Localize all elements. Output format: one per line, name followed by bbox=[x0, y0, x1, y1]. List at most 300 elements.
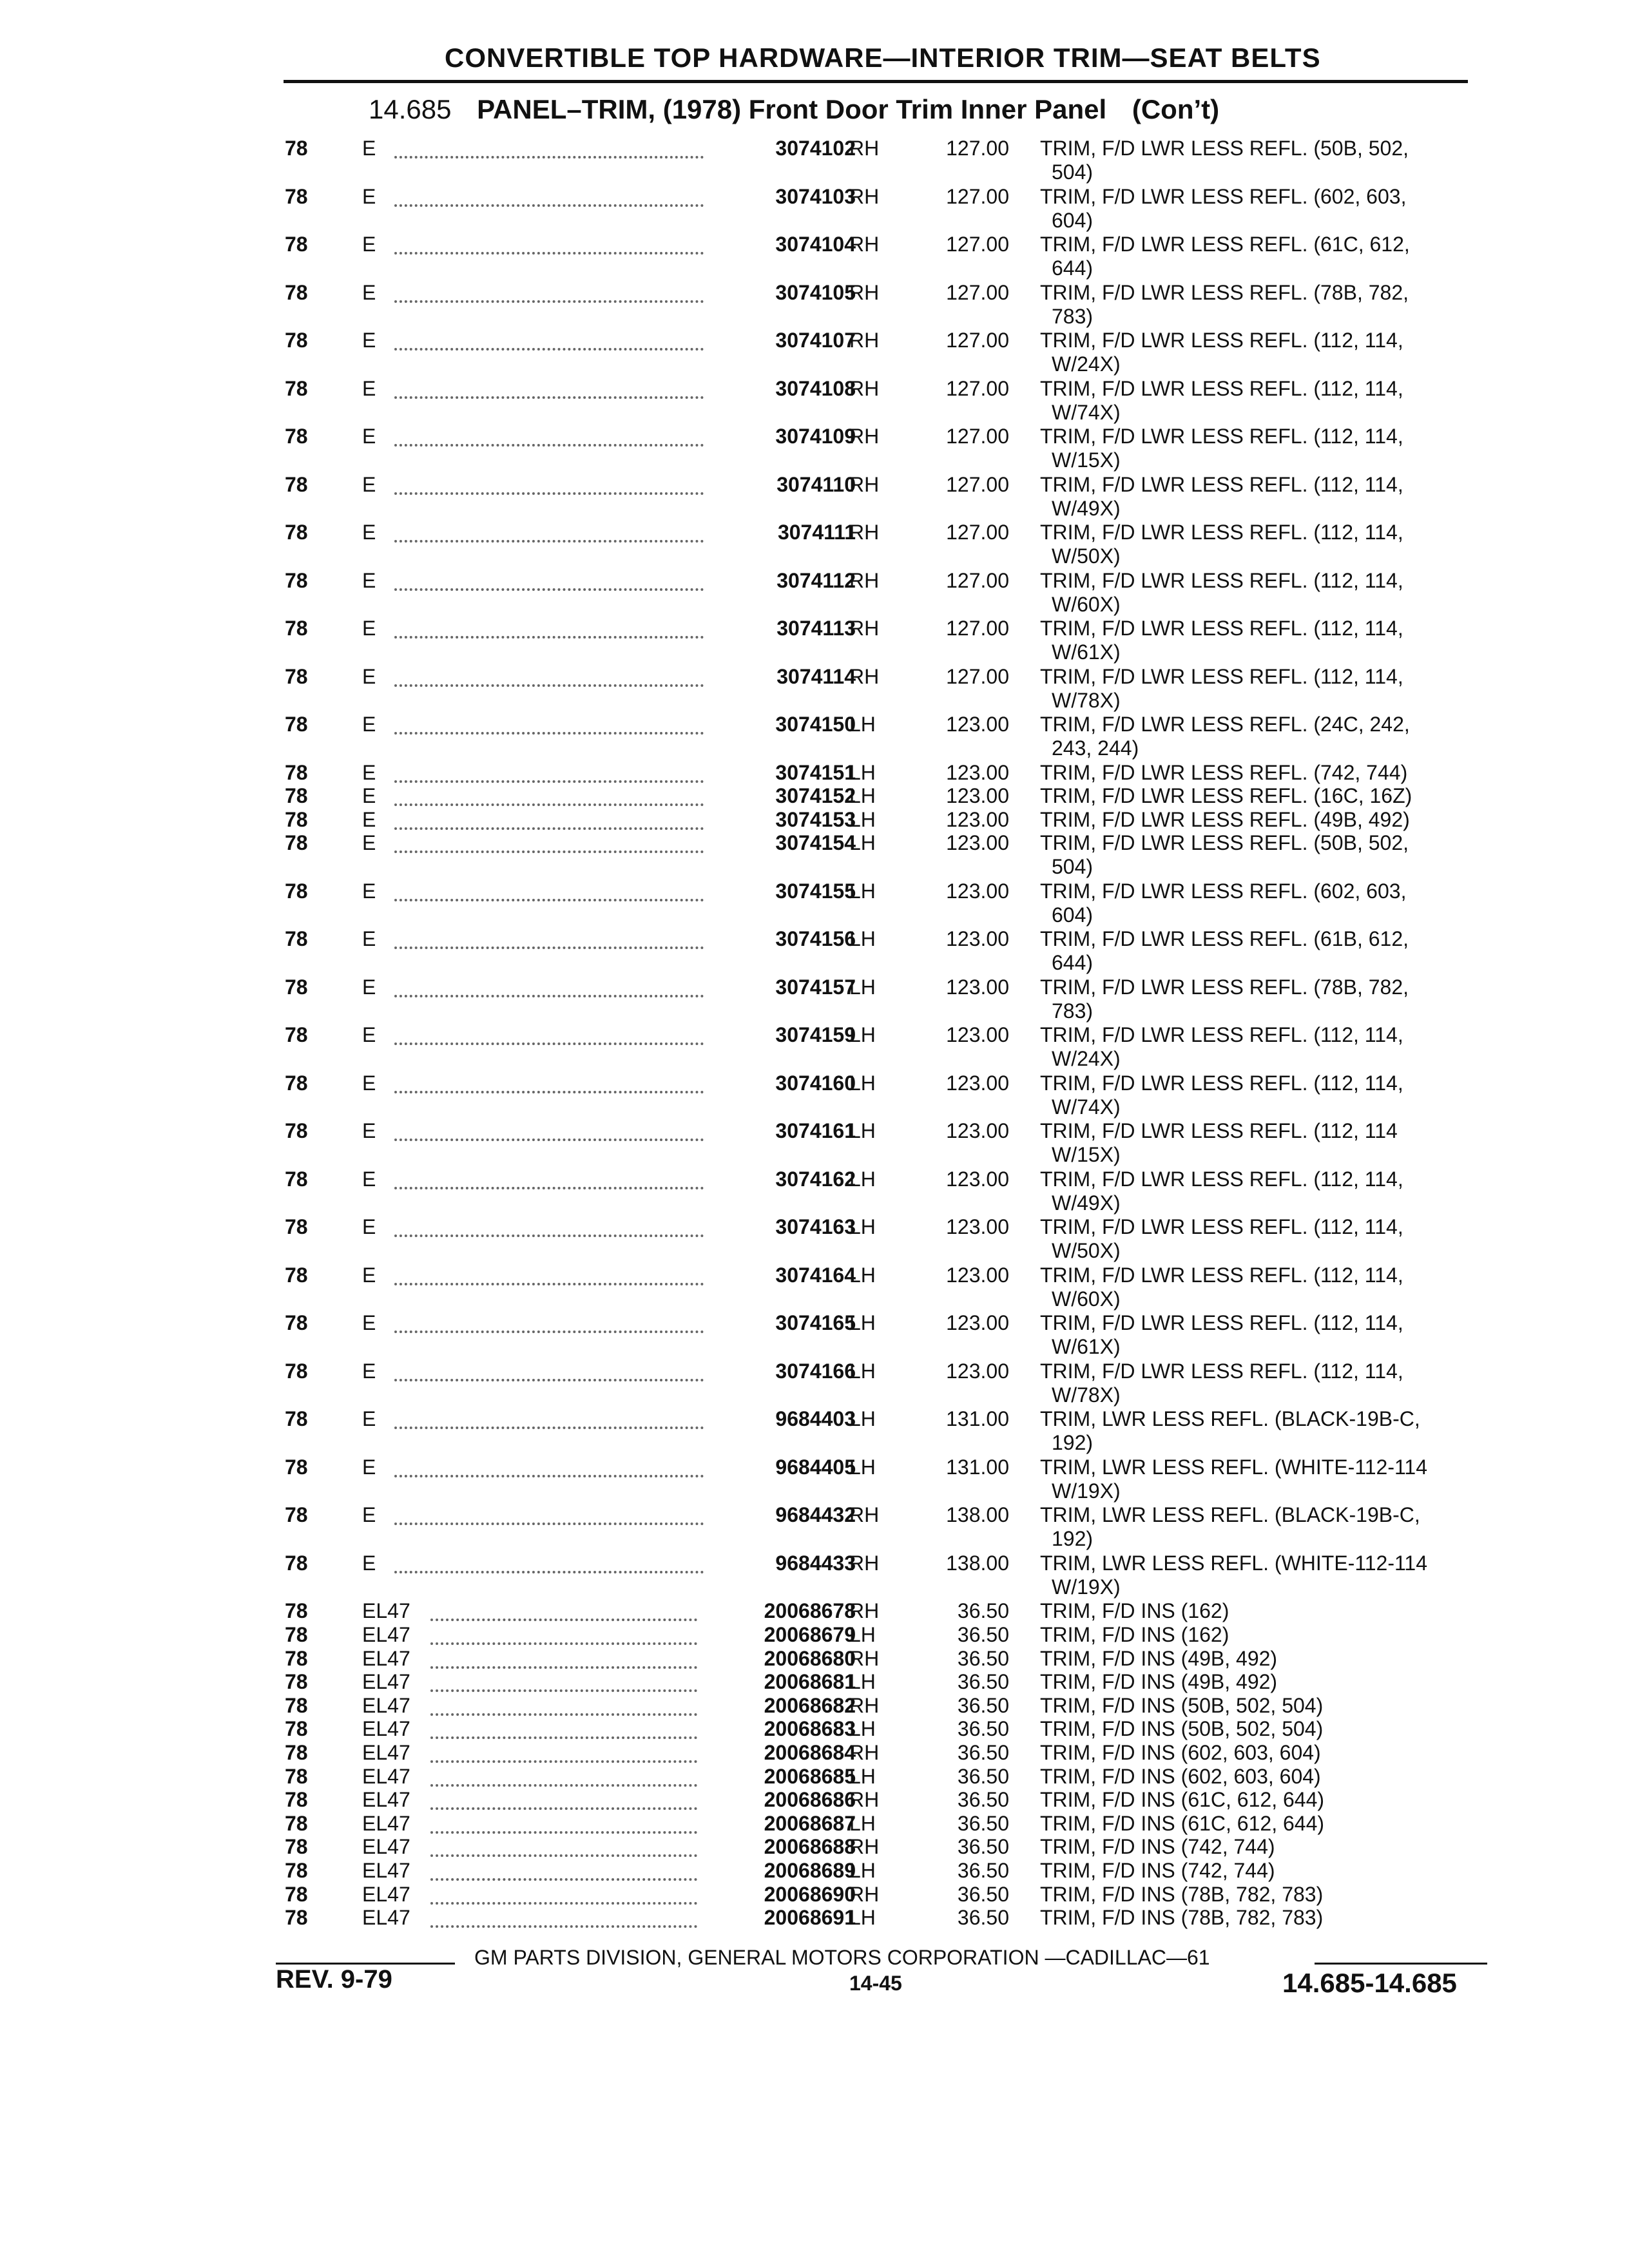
part-price: 36.50 bbox=[957, 1882, 1009, 1906]
part-number: 20068691 bbox=[764, 1906, 856, 1930]
part-description: TRIM, F/D INS (78B, 782, 783) bbox=[1040, 1906, 1324, 1930]
part-number: 3074103 bbox=[775, 184, 856, 208]
part-row bbox=[0, 233, 1629, 284]
part-number: 3074157 bbox=[775, 975, 856, 999]
part-price: 123.00 bbox=[946, 975, 1009, 999]
part-description: TRIM, F/D INS (49B, 492) bbox=[1040, 1670, 1278, 1694]
part-side: RH bbox=[849, 664, 880, 688]
dot-leader bbox=[394, 425, 704, 447]
part-description: TRIM, F/D LWR LESS REFL. (112, 114, bbox=[1040, 1311, 1403, 1335]
part-number: 3074163 bbox=[775, 1215, 856, 1239]
part-year: 78 bbox=[285, 1311, 308, 1335]
dot-leader bbox=[394, 1023, 704, 1045]
part-body-code: E bbox=[362, 1023, 376, 1047]
part-body-code: EL47 bbox=[362, 1788, 410, 1812]
dot-leader bbox=[394, 761, 704, 783]
part-body-code: E bbox=[362, 807, 376, 831]
part-side: RH bbox=[849, 1788, 880, 1812]
part-description: TRIM, F/D LWR LESS REFL. (112, 114, bbox=[1040, 1215, 1403, 1239]
part-description: TRIM, F/D LWR LESS REFL. (602, 603, bbox=[1040, 184, 1407, 208]
part-body-code: E bbox=[362, 1119, 376, 1143]
dot-leader bbox=[394, 1119, 704, 1141]
part-price: 127.00 bbox=[946, 521, 1009, 544]
part-price: 127.00 bbox=[946, 664, 1009, 688]
part-row bbox=[0, 1360, 1629, 1411]
part-year: 78 bbox=[285, 329, 308, 352]
dot-leader bbox=[430, 1788, 697, 1810]
part-description-continued: 504) bbox=[1052, 855, 1094, 879]
part-year: 78 bbox=[285, 1717, 308, 1741]
part-description: TRIM, F/D INS (162) bbox=[1040, 1599, 1229, 1623]
part-number: 20068680 bbox=[764, 1646, 856, 1670]
part-price: 123.00 bbox=[946, 807, 1009, 831]
part-year: 78 bbox=[285, 1023, 308, 1047]
part-number: 20068684 bbox=[764, 1740, 856, 1764]
part-body-code: E bbox=[362, 1215, 376, 1239]
part-body-code: E bbox=[362, 975, 376, 999]
part-side: LH bbox=[849, 807, 876, 831]
part-body-code: EL47 bbox=[362, 1622, 410, 1646]
part-body-code: EL47 bbox=[362, 1646, 410, 1670]
dot-leader bbox=[394, 1456, 704, 1477]
part-description: TRIM, F/D LWR LESS REFL. (50B, 502, bbox=[1040, 831, 1409, 855]
part-description-continued: 604) bbox=[1052, 903, 1094, 927]
part-year: 78 bbox=[285, 521, 308, 544]
part-description-continued: W/49X) bbox=[1052, 1191, 1121, 1215]
part-side: RH bbox=[849, 568, 880, 592]
part-row bbox=[0, 1264, 1629, 1315]
part-row bbox=[0, 1503, 1629, 1555]
part-year: 78 bbox=[285, 1740, 308, 1764]
part-year: 78 bbox=[285, 1882, 308, 1906]
dot-leader bbox=[430, 1717, 697, 1739]
part-body-code: E bbox=[362, 760, 376, 784]
part-description: TRIM, F/D LWR LESS REFL. (112, 114, bbox=[1040, 376, 1403, 400]
part-description: TRIM, F/D INS (50B, 502, 504) bbox=[1040, 1717, 1324, 1741]
part-row bbox=[0, 1168, 1629, 1219]
part-side: RH bbox=[849, 1646, 880, 1670]
part-year: 78 bbox=[285, 1906, 308, 1930]
part-year: 78 bbox=[285, 233, 308, 256]
part-body-code: E bbox=[362, 927, 376, 951]
part-description-continued: W/15X) bbox=[1052, 448, 1121, 472]
part-description: TRIM, F/D LWR LESS REFL. (112, 114, bbox=[1040, 664, 1403, 688]
part-body-code: E bbox=[362, 1167, 376, 1191]
part-side: LH bbox=[849, 1764, 876, 1788]
part-body-code: EL47 bbox=[362, 1599, 410, 1623]
dot-leader bbox=[430, 1623, 697, 1645]
part-row bbox=[0, 1407, 1629, 1459]
part-description: TRIM, F/D LWR LESS REFL. (16C, 16Z) bbox=[1040, 784, 1412, 808]
part-row bbox=[0, 1456, 1629, 1507]
part-year: 78 bbox=[285, 184, 308, 208]
part-row bbox=[0, 1119, 1629, 1171]
part-body-code: E bbox=[362, 784, 376, 808]
part-year: 78 bbox=[285, 280, 308, 304]
part-number: 9684432 bbox=[775, 1503, 856, 1527]
part-side: RH bbox=[849, 1503, 880, 1527]
part-year: 78 bbox=[285, 879, 308, 903]
part-year: 78 bbox=[285, 1811, 308, 1835]
part-side: RH bbox=[849, 1740, 880, 1764]
part-body-code: EL47 bbox=[362, 1858, 410, 1882]
part-year: 78 bbox=[285, 1359, 308, 1383]
part-year: 78 bbox=[285, 831, 308, 855]
dot-leader bbox=[394, 784, 704, 806]
part-description-continued: 192) bbox=[1052, 1431, 1094, 1455]
part-year: 78 bbox=[285, 1215, 308, 1239]
part-body-code: E bbox=[362, 1311, 376, 1335]
part-number: 3074114 bbox=[776, 664, 856, 688]
footer-section-range: 14.685-14.685 bbox=[1282, 1968, 1457, 1998]
part-year: 78 bbox=[285, 1835, 308, 1859]
dot-leader bbox=[430, 1906, 697, 1928]
dot-leader bbox=[394, 473, 704, 495]
part-description: TRIM, F/D INS (602, 603, 604) bbox=[1040, 1764, 1321, 1788]
part-year: 78 bbox=[285, 1071, 308, 1095]
part-description: TRIM, F/D INS (162) bbox=[1040, 1622, 1229, 1646]
dot-leader bbox=[394, 1311, 704, 1333]
footer-rule-right bbox=[1315, 1963, 1487, 1965]
part-year: 78 bbox=[285, 664, 308, 688]
part-side: LH bbox=[849, 1023, 876, 1047]
part-number: 3074150 bbox=[775, 713, 856, 736]
part-description: TRIM, F/D LWR LESS REFL. (78B, 782, bbox=[1040, 975, 1409, 999]
section-title: PANEL–TRIM, (1978) Front Door Trim Inner Panel bbox=[477, 94, 1107, 124]
part-body-code: E bbox=[362, 521, 376, 544]
part-price: 127.00 bbox=[946, 425, 1009, 448]
part-price: 127.00 bbox=[946, 280, 1009, 304]
part-description: TRIM, F/D LWR LESS REFL. (61C, 612, bbox=[1040, 233, 1410, 256]
dot-leader bbox=[394, 185, 704, 207]
part-description: TRIM, F/D LWR LESS REFL. (112, 114, bbox=[1040, 1263, 1403, 1287]
part-year: 78 bbox=[285, 425, 308, 448]
part-body-code: E bbox=[362, 617, 376, 640]
part-description: TRIM, F/D LWR LESS REFL. (112, 114, bbox=[1040, 425, 1403, 448]
part-body-code: E bbox=[362, 1071, 376, 1095]
part-row bbox=[0, 1215, 1629, 1267]
part-price: 127.00 bbox=[946, 233, 1009, 256]
dot-leader bbox=[394, 1168, 704, 1189]
part-body-code: E bbox=[362, 1551, 376, 1575]
part-description-continued: 644) bbox=[1052, 951, 1094, 975]
part-price: 127.00 bbox=[946, 137, 1009, 160]
dot-leader bbox=[430, 1883, 697, 1905]
part-side: RH bbox=[849, 1882, 880, 1906]
part-body-code: EL47 bbox=[362, 1882, 410, 1906]
part-description-continued: W/49X) bbox=[1052, 496, 1121, 520]
part-description-continued: W/60X) bbox=[1052, 592, 1121, 616]
page-title: CONVERTIBLE TOP HARDWARE—INTERIOR TRIM—SEAT BELTS bbox=[445, 43, 1321, 73]
part-description-continued: W/74X) bbox=[1052, 400, 1121, 424]
part-year: 78 bbox=[285, 1455, 308, 1479]
part-side: LH bbox=[849, 1622, 876, 1646]
part-number: 3074153 bbox=[775, 807, 856, 831]
part-number: 9684433 bbox=[775, 1551, 856, 1575]
part-description-continued: W/61X) bbox=[1052, 1335, 1121, 1359]
part-price: 123.00 bbox=[946, 784, 1009, 808]
section-number: 14.685 bbox=[369, 94, 452, 124]
part-side: LH bbox=[849, 1167, 876, 1191]
part-number: 3074113 bbox=[776, 617, 856, 640]
part-number: 20068682 bbox=[764, 1693, 856, 1717]
footer-publisher: GM PARTS DIVISION, GENERAL MOTORS CORPORATION —CADILLAC—61 bbox=[474, 1946, 1210, 1969]
part-side: LH bbox=[849, 1119, 876, 1143]
part-description-continued: W/74X) bbox=[1052, 1095, 1121, 1119]
part-body-code: E bbox=[362, 376, 376, 400]
part-year: 78 bbox=[285, 472, 308, 496]
part-price: 123.00 bbox=[946, 1023, 1009, 1047]
part-year: 78 bbox=[285, 1407, 308, 1431]
part-description-continued: W/50X) bbox=[1052, 1239, 1121, 1263]
part-row bbox=[0, 831, 1629, 883]
part-side: LH bbox=[849, 927, 876, 951]
part-number: 3074164 bbox=[775, 1263, 856, 1287]
part-row bbox=[0, 473, 1629, 524]
part-row bbox=[0, 185, 1629, 236]
part-side: LH bbox=[849, 1811, 876, 1835]
part-price: 123.00 bbox=[946, 713, 1009, 736]
part-price: 127.00 bbox=[946, 568, 1009, 592]
footer-page-number: 14-45 bbox=[849, 1972, 902, 1995]
part-description: TRIM, F/D LWR LESS REFL. (112, 114, bbox=[1040, 521, 1403, 544]
part-number: 3074152 bbox=[775, 784, 856, 808]
part-body-code: E bbox=[362, 1359, 376, 1383]
part-body-code: EL47 bbox=[362, 1811, 410, 1835]
dot-leader bbox=[430, 1694, 697, 1716]
part-description: TRIM, LWR LESS REFL. (BLACK-19B-C, bbox=[1040, 1407, 1420, 1431]
part-body-code: EL47 bbox=[362, 1670, 410, 1694]
part-row bbox=[0, 879, 1629, 931]
part-description-continued: W/50X) bbox=[1052, 544, 1121, 568]
section-continued: (Con’t) bbox=[1132, 94, 1220, 124]
part-price: 123.00 bbox=[946, 1071, 1009, 1095]
part-side: LH bbox=[849, 1215, 876, 1239]
part-description: TRIM, F/D INS (602, 603, 604) bbox=[1040, 1740, 1321, 1764]
part-price: 127.00 bbox=[946, 376, 1009, 400]
part-description: TRIM, F/D INS (61C, 612, 644) bbox=[1040, 1788, 1325, 1812]
part-price: 131.00 bbox=[946, 1407, 1009, 1431]
part-number: 3074109 bbox=[775, 425, 856, 448]
part-body-code: E bbox=[362, 879, 376, 903]
part-price: 127.00 bbox=[946, 472, 1009, 496]
part-price: 123.00 bbox=[946, 760, 1009, 784]
part-body-code: EL47 bbox=[362, 1740, 410, 1764]
part-number: 3074155 bbox=[775, 879, 856, 903]
part-price: 123.00 bbox=[946, 879, 1009, 903]
part-year: 78 bbox=[285, 617, 308, 640]
part-number: 3074162 bbox=[775, 1167, 856, 1191]
part-side: LH bbox=[849, 1071, 876, 1095]
part-number: 3074110 bbox=[776, 472, 856, 496]
part-description-continued: 504) bbox=[1052, 160, 1094, 184]
part-description-continued: W/24X) bbox=[1052, 1047, 1121, 1071]
part-number: 20068679 bbox=[764, 1622, 856, 1646]
part-price: 36.50 bbox=[957, 1693, 1009, 1717]
part-side: RH bbox=[849, 1551, 880, 1575]
part-row bbox=[0, 569, 1629, 620]
part-description: TRIM, F/D LWR LESS REFL. (50B, 502, bbox=[1040, 137, 1409, 160]
part-body-code: E bbox=[362, 568, 376, 592]
dot-leader bbox=[394, 808, 704, 830]
part-description-continued: 644) bbox=[1052, 256, 1094, 280]
part-year: 78 bbox=[285, 1263, 308, 1287]
dot-leader bbox=[394, 975, 704, 997]
part-side: RH bbox=[849, 233, 880, 256]
part-number: 20068685 bbox=[764, 1764, 856, 1788]
part-description-continued: W/60X) bbox=[1052, 1287, 1121, 1311]
part-price: 138.00 bbox=[946, 1503, 1009, 1527]
part-number: 20068690 bbox=[764, 1882, 856, 1906]
part-side: LH bbox=[849, 1906, 876, 1930]
part-row bbox=[0, 281, 1629, 332]
part-number: 3074159 bbox=[775, 1023, 856, 1047]
part-description: TRIM, F/D INS (49B, 492) bbox=[1040, 1646, 1278, 1670]
part-number: 20068686 bbox=[764, 1788, 856, 1812]
part-description-continued: W/78X) bbox=[1052, 1383, 1121, 1407]
part-number: 3074111 bbox=[777, 521, 856, 544]
part-description-continued: W/24X) bbox=[1052, 352, 1121, 376]
part-body-code: EL47 bbox=[362, 1835, 410, 1859]
part-description: TRIM, F/D LWR LESS REFL. (49B, 492) bbox=[1040, 807, 1410, 831]
dot-leader bbox=[394, 1407, 704, 1429]
dot-leader bbox=[394, 137, 704, 159]
part-side: RH bbox=[849, 425, 880, 448]
part-number: 3074104 bbox=[775, 233, 856, 256]
part-body-code: E bbox=[362, 280, 376, 304]
part-price: 36.50 bbox=[957, 1670, 1009, 1694]
dot-leader bbox=[430, 1647, 697, 1669]
dot-leader bbox=[394, 879, 704, 901]
footer-rule-left bbox=[276, 1963, 455, 1965]
dot-leader bbox=[394, 281, 704, 303]
part-year: 78 bbox=[285, 1551, 308, 1575]
part-body-code: E bbox=[362, 1407, 376, 1431]
part-description: TRIM, LWR LESS REFL. (BLACK-19B-C, bbox=[1040, 1503, 1420, 1527]
part-row bbox=[0, 1552, 1629, 1603]
part-description-continued: W/19X) bbox=[1052, 1479, 1121, 1503]
part-description-continued: W/61X) bbox=[1052, 640, 1121, 664]
part-side: LH bbox=[849, 713, 876, 736]
part-row bbox=[0, 713, 1629, 764]
part-number: 20068687 bbox=[764, 1811, 856, 1835]
part-description-continued: W/78X) bbox=[1052, 688, 1121, 712]
part-description: TRIM, F/D LWR LESS REFL. (112, 114, bbox=[1040, 1023, 1403, 1047]
part-year: 78 bbox=[285, 927, 308, 951]
part-body-code: EL47 bbox=[362, 1717, 410, 1741]
part-row bbox=[0, 521, 1629, 572]
part-row bbox=[0, 137, 1629, 188]
part-description: TRIM, F/D INS (78B, 782, 783) bbox=[1040, 1882, 1324, 1906]
part-row bbox=[0, 975, 1629, 1027]
part-year: 78 bbox=[285, 376, 308, 400]
part-year: 78 bbox=[285, 1119, 308, 1143]
part-row bbox=[0, 1023, 1629, 1075]
part-side: RH bbox=[849, 376, 880, 400]
part-body-code: E bbox=[362, 329, 376, 352]
dot-leader bbox=[394, 1215, 704, 1237]
part-side: RH bbox=[849, 1835, 880, 1859]
part-price: 36.50 bbox=[957, 1858, 1009, 1882]
dot-leader bbox=[394, 927, 704, 949]
part-body-code: EL47 bbox=[362, 1764, 410, 1788]
part-side: LH bbox=[849, 975, 876, 999]
part-description: TRIM, F/D INS (742, 744) bbox=[1040, 1835, 1275, 1859]
part-side: LH bbox=[849, 1407, 876, 1431]
part-description-continued: 783) bbox=[1052, 999, 1094, 1023]
part-side: LH bbox=[849, 1717, 876, 1741]
part-description: TRIM, F/D LWR LESS REFL. (112, 114, bbox=[1040, 568, 1403, 592]
part-side: LH bbox=[849, 879, 876, 903]
dot-leader bbox=[394, 569, 704, 591]
dot-leader bbox=[394, 713, 704, 735]
part-body-code: E bbox=[362, 713, 376, 736]
part-number: 20068689 bbox=[764, 1858, 856, 1882]
part-description-continued: 604) bbox=[1052, 208, 1094, 232]
dot-leader bbox=[394, 831, 704, 853]
part-side: LH bbox=[849, 1359, 876, 1383]
part-number: 20068683 bbox=[764, 1717, 856, 1741]
part-year: 78 bbox=[285, 1693, 308, 1717]
dot-leader bbox=[430, 1765, 697, 1787]
part-row bbox=[0, 1072, 1629, 1123]
part-price: 123.00 bbox=[946, 1263, 1009, 1287]
part-body-code: E bbox=[362, 1455, 376, 1479]
part-row bbox=[0, 425, 1629, 476]
part-year: 78 bbox=[285, 807, 308, 831]
part-description: TRIM, F/D LWR LESS REFL. (112, 114 bbox=[1040, 1119, 1398, 1143]
dot-leader bbox=[394, 665, 704, 687]
part-side: LH bbox=[849, 1858, 876, 1882]
part-side: RH bbox=[849, 280, 880, 304]
part-number: 3074154 bbox=[775, 831, 856, 855]
part-row bbox=[0, 927, 1629, 979]
part-price: 123.00 bbox=[946, 1311, 1009, 1335]
part-number: 20068681 bbox=[764, 1670, 856, 1694]
part-side: LH bbox=[849, 1670, 876, 1694]
part-price: 36.50 bbox=[957, 1906, 1009, 1930]
part-price: 123.00 bbox=[946, 927, 1009, 951]
part-side: RH bbox=[849, 184, 880, 208]
part-description: TRIM, LWR LESS REFL. (WHITE-112-114 bbox=[1040, 1551, 1427, 1575]
part-side: RH bbox=[849, 137, 880, 160]
part-year: 78 bbox=[285, 1764, 308, 1788]
part-year: 78 bbox=[285, 975, 308, 999]
dot-leader bbox=[430, 1859, 697, 1881]
dot-leader bbox=[394, 521, 704, 543]
part-description-continued: 783) bbox=[1052, 304, 1094, 328]
part-description-continued: W/15X) bbox=[1052, 1143, 1121, 1167]
part-number: 20068688 bbox=[764, 1835, 856, 1859]
part-year: 78 bbox=[285, 137, 308, 160]
part-number: 3074107 bbox=[775, 329, 856, 352]
part-number: 3074151 bbox=[775, 760, 856, 784]
part-row bbox=[0, 329, 1629, 380]
part-description: TRIM, F/D LWR LESS REFL. (112, 114, bbox=[1040, 617, 1403, 640]
part-year: 78 bbox=[285, 1646, 308, 1670]
part-description: TRIM, F/D LWR LESS REFL. (24C, 242, bbox=[1040, 713, 1410, 736]
part-price: 123.00 bbox=[946, 1359, 1009, 1383]
part-year: 78 bbox=[285, 784, 308, 808]
part-number: 3074102 bbox=[775, 137, 856, 160]
part-side: RH bbox=[849, 1599, 880, 1623]
part-body-code: E bbox=[362, 664, 376, 688]
part-price: 123.00 bbox=[946, 1167, 1009, 1191]
part-body-code: E bbox=[362, 184, 376, 208]
part-price: 36.50 bbox=[957, 1764, 1009, 1788]
dot-leader bbox=[394, 1264, 704, 1285]
part-number: 3074108 bbox=[775, 376, 856, 400]
